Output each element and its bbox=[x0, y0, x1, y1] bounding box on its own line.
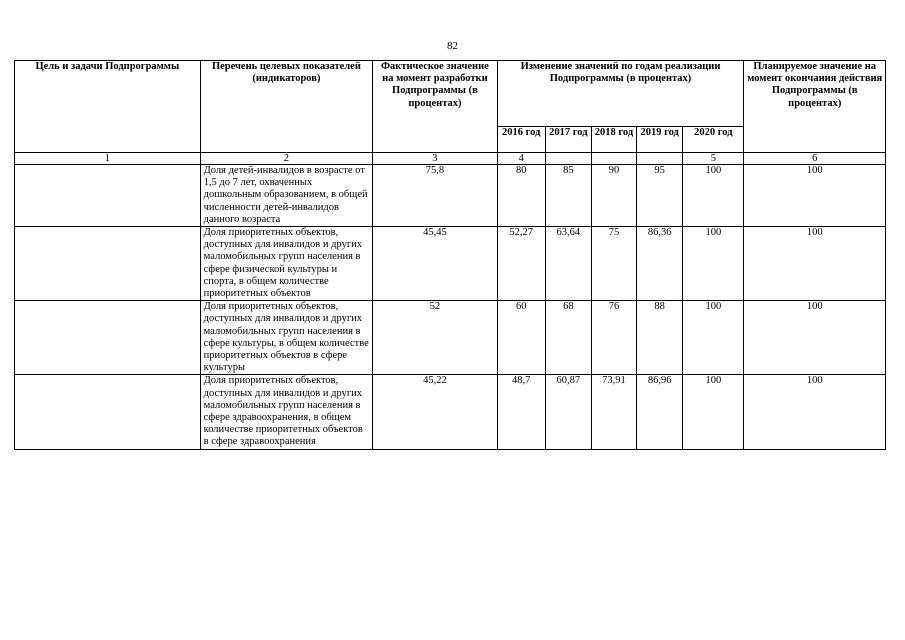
indicator-cell: Доля приоритетных объектов, доступных для инвалидов и других маломобильных групп населения в сфере физической культуры и спорта, в общем количестве приоритетных объектов bbox=[200, 227, 373, 301]
year-2017-cell: 85 bbox=[545, 165, 591, 227]
year-2019-cell: 88 bbox=[637, 301, 683, 375]
column-index-row bbox=[15, 153, 886, 165]
indicators-table bbox=[14, 60, 886, 450]
goal-cell bbox=[15, 165, 201, 227]
year-2020-cell: 100 bbox=[683, 165, 744, 227]
table-row bbox=[15, 227, 886, 301]
year-2018-cell: 76 bbox=[591, 301, 636, 375]
header-year-2017: 2017 год bbox=[545, 127, 591, 153]
header-indicators: Перечень целевых показателей (индикаторов) bbox=[200, 61, 373, 153]
year-2020-cell: 100 bbox=[683, 227, 744, 301]
actual-cell: 45,22 bbox=[373, 375, 497, 449]
goal-cell bbox=[15, 227, 201, 301]
index-cell: 5 bbox=[683, 153, 744, 165]
year-2019-cell: 95 bbox=[637, 165, 683, 227]
year-2016-cell: 60 bbox=[497, 301, 545, 375]
year-2016-cell: 52,27 bbox=[497, 227, 545, 301]
goal-cell bbox=[15, 375, 201, 449]
header-row bbox=[15, 61, 886, 127]
header-planned: Планируемое значение на момент окончания действия Подпрограммы (в процентах) bbox=[744, 61, 886, 153]
actual-cell: 45,45 bbox=[373, 227, 497, 301]
index-cell bbox=[637, 153, 683, 165]
index-cell bbox=[545, 153, 591, 165]
page-number: 82 bbox=[447, 40, 458, 52]
index-cell bbox=[591, 153, 636, 165]
index-cell: 4 bbox=[497, 153, 545, 165]
header-year-2016: 2016 год bbox=[497, 127, 545, 153]
year-2020-cell: 100 bbox=[683, 301, 744, 375]
table-row bbox=[15, 301, 886, 375]
header-changes: Изменение значений по годам реализации Подпрограммы (в процентах) bbox=[497, 61, 744, 127]
year-2019-cell: 86,96 bbox=[637, 375, 683, 449]
index-cell: 2 bbox=[200, 153, 373, 165]
indicator-cell: Доля детей-инвалидов в возрасте от 1,5 до 7 лет, охваченных дошкольным образованием, в общей численности детей-инвалидов данного возраста bbox=[200, 165, 373, 227]
index-cell: 6 bbox=[744, 153, 886, 165]
indicator-cell: Доля приоритетных объектов, доступных для инвалидов и других маломобильных групп населения в сфере здравоохранения, в общем количестве приоритетных объектов в сфере здравоохранения bbox=[200, 375, 373, 449]
header-goal: Цель и задачи Подпрограммы bbox=[15, 61, 201, 153]
year-2017-cell: 68 bbox=[545, 301, 591, 375]
index-cell: 3 bbox=[373, 153, 497, 165]
table-row bbox=[15, 375, 886, 449]
header-year-2018: 2018 год bbox=[591, 127, 636, 153]
planned-cell: 100 bbox=[744, 165, 886, 227]
actual-cell: 75,8 bbox=[373, 165, 497, 227]
table-row bbox=[15, 165, 886, 227]
year-2019-cell: 86,36 bbox=[637, 227, 683, 301]
goal-cell bbox=[15, 301, 201, 375]
header-actual: Фактическое значение на момент разработки Подпрограммы (в процентах) bbox=[373, 61, 497, 153]
year-2020-cell: 100 bbox=[683, 375, 744, 449]
header-year-2020: 2020 год bbox=[683, 127, 744, 153]
year-2018-cell: 73,91 bbox=[591, 375, 636, 449]
index-cell: 1 bbox=[15, 153, 201, 165]
year-2017-cell: 63,64 bbox=[545, 227, 591, 301]
year-2018-cell: 75 bbox=[591, 227, 636, 301]
planned-cell: 100 bbox=[744, 301, 886, 375]
year-2017-cell: 60,87 bbox=[545, 375, 591, 449]
planned-cell: 100 bbox=[744, 227, 886, 301]
indicator-cell: Доля приоритетных объектов, доступных для инвалидов и других маломобильных групп населения в сфере культуры, в общем количестве приоритетных объектов в сфере культуры bbox=[200, 301, 373, 375]
actual-cell: 52 bbox=[373, 301, 497, 375]
planned-cell: 100 bbox=[744, 375, 886, 449]
year-2018-cell: 90 bbox=[591, 165, 636, 227]
header-year-2019: 2019 год bbox=[637, 127, 683, 153]
year-2016-cell: 48,7 bbox=[497, 375, 545, 449]
year-2016-cell: 80 bbox=[497, 165, 545, 227]
